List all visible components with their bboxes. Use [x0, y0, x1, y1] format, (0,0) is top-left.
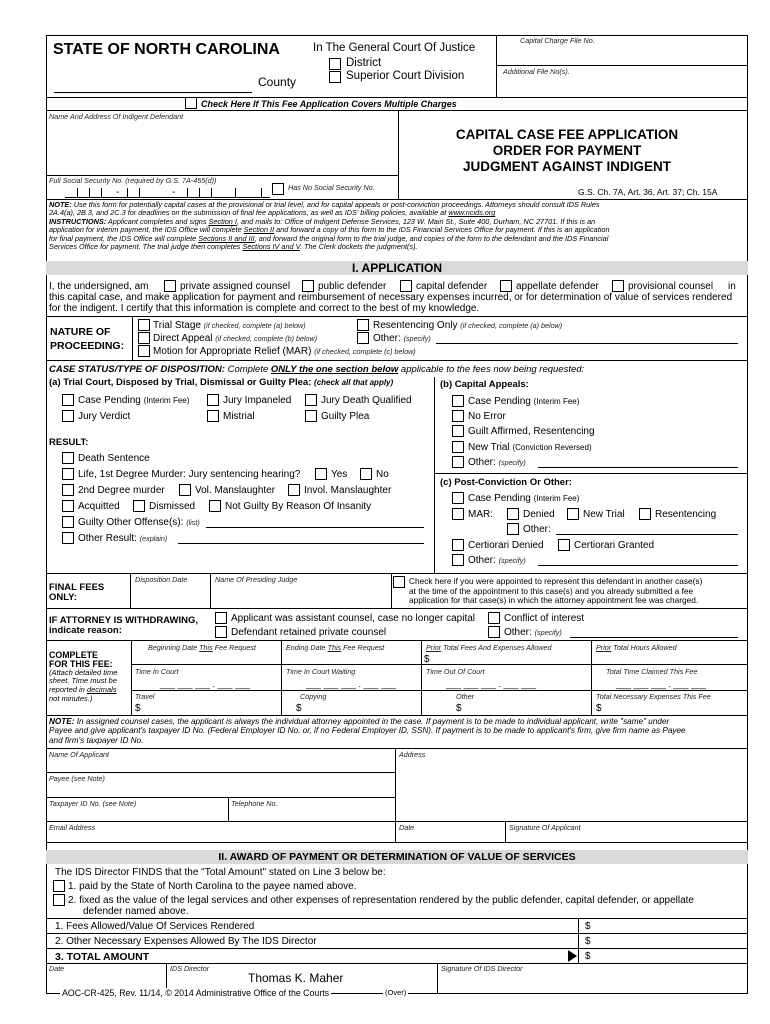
acquitted-checkbox[interactable] — [62, 500, 74, 512]
begin-date-label: Beginning Date This Fee Request — [148, 643, 256, 652]
nature-other-checkbox[interactable] — [357, 332, 369, 344]
district-label: District — [346, 57, 382, 69]
c-mar-checkbox[interactable] — [452, 508, 464, 520]
c-mar-label: MAR: — [468, 509, 493, 520]
retained-counsel-checkbox[interactable] — [215, 626, 227, 638]
mar-checkbox[interactable] — [138, 345, 150, 357]
assistant-counsel-label: Applicant was assistant counsel, case no longer capital — [231, 613, 476, 624]
mar-other-checkbox[interactable] — [507, 523, 519, 535]
new-trial-checkbox[interactable] — [452, 441, 464, 453]
other-result-field[interactable] — [178, 543, 424, 544]
guilt-affirmed-checkbox[interactable] — [452, 425, 464, 437]
instructions-note: NOTE: Use this form for potentially capital cases at the provisional or trial level, and for capital appeals or post-conviction proceedings. Attorneys should consult IDS Rules 2A.4(a), 2B.3, and 2C.3 for deadlines on the submission of final fee applications, as well as IDS' billing policies, available at www.ncids.org INSTRUCTIONS: Applicant completes and signs Section I, and mails to: Office of Indigent Defense Services, 123 W. Main St., Suite 400, Durham, NC 27701. If this is an application for interim payment, the IDS Office will complete Section II and forward a copy of this form to the IDS Financial Services Office for payment. If this is an application for final payment, the IDS Office will complete Sections II and III, and forward the original form to the trial judge, and copies of the form to the defendant and the IDS Financial Services Office for payment. The trial judge then completes Sections IV and V. The Clerk dockets the judgment(s). — [49, 200, 610, 252]
payee-label: Payee (see Note) — [49, 774, 105, 783]
jury-verdict-checkbox[interactable] — [62, 410, 74, 422]
c-other-field[interactable] — [538, 565, 738, 566]
time-out-field[interactable]: ___ ___ ___ . ___ ___ — [446, 679, 537, 689]
form-number: AOC-CR-425, Rev. 11/14, © 2014 Administrative Office of the Courts — [62, 988, 330, 998]
other-result-checkbox[interactable] — [62, 532, 74, 544]
cert-granted-checkbox[interactable] — [558, 539, 570, 551]
conflict-label: Conflict of interest — [504, 613, 585, 624]
b-case-pending-checkbox[interactable] — [452, 395, 464, 407]
applicant-date-label: Date — [399, 823, 415, 832]
b-case-pending-label: Case Pending (Interim Fee) — [468, 396, 580, 407]
name-address-label: Name And Address Of Indigent Defendant — [49, 112, 184, 121]
guilty-other-label: Guilty Other Offense(s): (list) — [78, 517, 200, 528]
total-expenses-dollar[interactable]: $ — [596, 703, 602, 714]
trial-stage-label: Trial Stage (if checked, complete (a) below) — [153, 320, 306, 331]
presiding-judge-label: Name Of Presiding Judge — [215, 575, 298, 584]
expenses-allowed-dollar[interactable]: $ — [585, 936, 591, 947]
c-case-pending-checkbox[interactable] — [452, 492, 464, 504]
ssn-field[interactable]: - - — [65, 188, 270, 198]
paid-by-state-checkbox[interactable] — [53, 880, 65, 892]
other-case-checkbox[interactable] — [393, 576, 405, 588]
fixed-value-label-2: defender named above. — [83, 906, 189, 917]
private-counsel-checkbox[interactable] — [164, 280, 176, 292]
mar-denied-label: Denied — [523, 509, 555, 520]
form-title-3: JUDGMENT AGAINST INDIGENT — [462, 159, 671, 174]
director-finds: The IDS Director FINDS that the "Total Amount" stated on Line 3 below be: — [55, 867, 386, 878]
district-checkbox[interactable] — [329, 58, 341, 70]
a-case-pending-label: Case Pending (Interim Fee) — [78, 395, 190, 406]
superior-label: Superior Court Division — [346, 70, 465, 82]
time-waiting-field[interactable]: ___ ___ ___ . ___ ___ — [306, 679, 397, 689]
withdraw-other-checkbox[interactable] — [488, 626, 500, 638]
court-title: In The General Court Of Justice — [313, 42, 476, 54]
capital-defender-label: capital defender — [416, 281, 488, 292]
director-name: Thomas K. Maher — [248, 971, 344, 985]
mar-new-trial-label: New Trial — [583, 509, 625, 520]
payee-note: NOTE: In assigned counsel cases, the applicant is always the individual attorney appointed in the case. If payment is to be made to individual applicant, write "same" under Payee and give applicant's taxpayer ID No. (Federal Employer ID No. or, if no Federal Employer ID, SSN). If payment is to be made to applicant's firm, give firm name as Payee and firm's taxpayer ID No. — [49, 717, 686, 745]
no-error-checkbox[interactable] — [452, 410, 464, 422]
capital-appeals-header: (b) Capital Appeals: — [440, 379, 529, 390]
prior-hours-label: Prior Total Hours Allowed — [596, 643, 677, 652]
over-label: (Over) — [385, 988, 407, 997]
copying-dollar[interactable]: $ — [296, 703, 302, 714]
email-label: Email Address — [49, 823, 96, 832]
statutes: G.S. Ch. 7A, Art. 36, Art. 37; Ch. 15A — [578, 187, 718, 197]
fees-allowed-dollar[interactable]: $ — [585, 921, 591, 932]
certify-line-2: this capital case, and make application for payment and reimbursement of necessary expenses incurred, or for determination of value of services rendered — [49, 292, 733, 303]
time-in-court-label: Time In Court — [135, 667, 179, 676]
withdraw-other-label: Other: (specify) — [504, 627, 562, 638]
assistant-counsel-checkbox[interactable] — [215, 612, 227, 624]
b-other-label: Other: (specify) — [468, 457, 526, 468]
mar-other-label: Other: — [523, 524, 551, 535]
nature-label: NATURE OF PROCEEDING: — [50, 326, 125, 352]
death-sentence-checkbox[interactable] — [62, 452, 74, 464]
cert-denied-checkbox[interactable] — [452, 539, 464, 551]
guilty-other-checkbox[interactable] — [62, 516, 74, 528]
post-conviction-header: (c) Post-Conviction Or Other: — [440, 477, 572, 488]
withdrawing-label: IF ATTORNEY IS WITHDRAWING, indicate reason: — [49, 615, 199, 636]
cert-denied-label: Certiorari Denied — [468, 540, 544, 551]
guilty-other-field[interactable] — [206, 527, 424, 528]
total-amount-label: 3. TOTAL AMOUNT — [55, 951, 150, 963]
section-2-header: II. AWARD OF PAYMENT OR DETERMINATION OF VALUE OF SERVICES — [46, 850, 748, 864]
second-degree-label: 2nd Degree murder — [78, 485, 165, 496]
mar-resentencing-checkbox[interactable] — [639, 508, 651, 520]
travel-dollar[interactable]: $ — [135, 703, 141, 714]
taxpayer-label: Taxpayer ID No. (see Note) — [49, 799, 137, 808]
death-sentence-label: Death Sentence — [78, 453, 150, 464]
no-ssn-label: Has No Social Security No. — [288, 183, 375, 192]
form-title-1: CAPITAL CASE FEE APPLICATION — [455, 127, 679, 142]
county-label: County — [258, 75, 297, 89]
a-case-pending-checkbox[interactable] — [62, 394, 74, 406]
direct-appeal-checkbox[interactable] — [138, 332, 150, 344]
county-field[interactable] — [54, 92, 252, 93]
other-expense-label: Other — [456, 692, 474, 701]
no-ssn-checkbox[interactable] — [272, 183, 284, 195]
fixed-value-checkbox[interactable] — [53, 894, 65, 906]
paid-by-state-label: 1. paid by the State of North Carolina to the payee named above. — [68, 881, 357, 892]
withdraw-other-field[interactable] — [570, 637, 738, 638]
fixed-value-label: 2. fixed as the value of the legal services and other expenses of representation rendered by the public defender, capital defender, or appellate — [68, 895, 694, 906]
dismissed-checkbox[interactable] — [133, 500, 145, 512]
multiple-charges-checkbox[interactable] — [185, 97, 197, 109]
total-time-label: Total Time Claimed This Fee — [606, 667, 698, 676]
direct-appeal-label: Direct Appeal (if checked, complete (b) below) — [153, 333, 318, 344]
total-amount-dollar[interactable]: $ — [585, 951, 591, 962]
time-in-court-field[interactable]: ___ ___ ___ . ___ ___ — [160, 679, 251, 689]
applicant-signature-label: Signature Of Applicant — [509, 823, 581, 832]
conflict-checkbox[interactable] — [488, 612, 500, 624]
director-date-label: Date — [49, 964, 65, 973]
provisional-counsel-label: provisional counsel — [628, 281, 714, 292]
jury-impaneled-label: Jury Impaneled — [223, 395, 292, 406]
ids-director-label: IDS Director — [170, 964, 210, 973]
copying-label: Copying — [300, 692, 327, 701]
end-date-label: Ending Date This Fee Request — [286, 643, 385, 652]
second-degree-checkbox[interactable] — [62, 484, 74, 496]
no-error-label: No Error — [468, 411, 506, 422]
public-defender-checkbox[interactable] — [302, 280, 314, 292]
other-result-label: Other Result: (explain) — [78, 533, 168, 544]
certify-line-3: for the indigent. I certify that this information is complete and correct to the best of my knowledge. — [49, 303, 480, 314]
trial-stage-checkbox[interactable] — [138, 319, 150, 331]
mar-denied-checkbox[interactable] — [507, 508, 519, 520]
case-status-header: CASE STATUS/TYPE OF DISPOSITION: Complete ONLY the one section below applicable to the fees now being requested: — [49, 364, 585, 375]
resentencing-label: Resentencing Only (if checked, complete (a) below) — [373, 320, 563, 331]
time-waiting-label: Time In Court Waiting — [286, 667, 356, 676]
vol-manslaughter-label: Vol. Manslaughter — [195, 485, 276, 496]
superior-checkbox[interactable] — [329, 71, 341, 83]
b-other-checkbox[interactable] — [452, 456, 464, 468]
nature-other-field[interactable] — [436, 343, 738, 344]
mar-new-trial-checkbox[interactable] — [567, 508, 579, 520]
arrow-right-icon — [568, 950, 577, 962]
mistrial-checkbox[interactable] — [207, 410, 219, 422]
private-counsel-label: private assigned counsel — [180, 281, 291, 292]
total-expenses-label: Total Necessary Expenses This Fee — [596, 692, 711, 701]
telephone-label: Telephone No. — [231, 799, 278, 808]
in-label: in — [728, 281, 736, 292]
life-no-label: No — [376, 469, 389, 480]
fees-allowed-label: 1. Fees Allowed/Value Of Services Rendered — [55, 921, 255, 932]
acquitted-label: Acquitted — [78, 501, 120, 512]
appellate-defender-checkbox[interactable] — [500, 280, 512, 292]
vol-manslaughter-checkbox[interactable] — [179, 484, 191, 496]
mar-label: Motion for Appropriate Relief (MAR) (if checked, complete (c) below) — [153, 346, 416, 357]
retained-counsel-label: Defendant retained private counsel — [231, 627, 387, 638]
time-out-label: Time Out Of Court — [426, 667, 485, 676]
guilty-plea-checkbox[interactable] — [305, 410, 317, 422]
provisional-counsel-checkbox[interactable] — [612, 280, 624, 292]
not-guilty-insanity-checkbox[interactable] — [209, 500, 221, 512]
capital-defender-checkbox[interactable] — [400, 280, 412, 292]
mar-resentencing-label: Resentencing — [655, 509, 717, 520]
capital-file-label: Capital Charge File No. — [520, 36, 595, 45]
c-other-label: Other: (specify) — [468, 555, 526, 566]
jury-impaneled-checkbox[interactable] — [207, 394, 219, 406]
complete-fee-label: COMPLETE FOR THIS FEE: (Attach detailed time sheet. Time must be reported in decimals not minutes.) — [49, 650, 118, 703]
life-checkbox[interactable] — [62, 468, 74, 480]
other-expense-dollar[interactable]: $ — [456, 703, 462, 714]
mar-other-field[interactable] — [556, 534, 738, 535]
applicant-name-label: Name Of Applicant — [49, 750, 110, 759]
ssn-label: Full Social Security No. (required by G.S. 7A-455(d)) — [49, 176, 217, 185]
director-signature-label: Signature Of IDS Director — [441, 964, 523, 973]
prior-fees-label: Prior Total Fees And Expenses Allowed — [426, 643, 552, 652]
total-time-field[interactable]: ___ ___ ___ . ___ ___ — [616, 679, 707, 689]
multiple-charges-label: Check Here If This Fee Application Covers Multiple Charges — [201, 99, 457, 109]
dismissed-label: Dismissed — [149, 501, 196, 512]
life-label: Life, 1st Degree Murder: Jury sentencing hearing? — [78, 469, 301, 480]
life-yes-label: Yes — [331, 469, 348, 480]
trial-court-header: (a) Trial Court, Disposed by Trial, Dismissal or Guilty Plea: (check all that apply) — [49, 377, 394, 388]
additional-file-label: Additional File No(s). — [503, 67, 570, 76]
jury-death-checkbox[interactable] — [305, 394, 317, 406]
invol-manslaughter-checkbox[interactable] — [288, 484, 300, 496]
prior-fees-dollar[interactable]: $ — [424, 654, 430, 665]
disposition-date-label: Disposition Date — [135, 575, 188, 584]
undersigned-label: I, the undersigned, am — [49, 281, 149, 292]
new-trial-label: New Trial (Conviction Reversed) — [468, 442, 592, 453]
other-case-label: Check here if you were appointed to represent this defendant in another case(s) at the time of the appointment to this case(s) and you already submitted a fee application for that case(s) in which the attorney appointment fee was charged. — [409, 576, 703, 605]
not-guilty-insanity-label: Not Guilty By Reason Of Insanity — [225, 501, 372, 512]
life-no-checkbox[interactable] — [360, 468, 372, 480]
nature-other-label: Other: (specify) — [373, 333, 431, 344]
travel-label: Travel — [135, 692, 155, 701]
form-title-2: ORDER FOR PAYMENT — [492, 143, 642, 158]
section-1-header: I. APPLICATION — [46, 261, 748, 275]
life-yes-checkbox[interactable] — [315, 468, 327, 480]
cert-granted-label: Certiorari Granted — [574, 540, 655, 551]
jury-death-label: Jury Death Qualified — [321, 395, 412, 406]
guilt-affirmed-label: Guilt Affirmed, Resentencing — [468, 426, 595, 437]
mistrial-label: Mistrial — [223, 411, 255, 422]
result-label: RESULT: — [49, 437, 89, 448]
b-other-field[interactable] — [538, 467, 738, 468]
c-case-pending-label: Case Pending (Interim Fee) — [468, 493, 580, 504]
state-title: STATE OF NORTH CAROLINA — [53, 41, 280, 58]
c-other-checkbox[interactable] — [452, 554, 464, 566]
public-defender-label: public defender — [318, 281, 387, 292]
resentencing-checkbox[interactable] — [357, 319, 369, 331]
appellate-defender-label: appellate defender — [516, 281, 599, 292]
applicant-address-label: Address — [399, 750, 426, 759]
invol-manslaughter-label: Invol. Manslaughter — [304, 485, 392, 496]
guilty-plea-label: Guilty Plea — [321, 411, 370, 422]
final-fees-label: FINAL FEES ONLY: — [49, 582, 105, 603]
expenses-allowed-label: 2. Other Necessary Expenses Allowed By The IDS Director — [55, 936, 317, 947]
jury-verdict-label: Jury Verdict — [78, 411, 131, 422]
